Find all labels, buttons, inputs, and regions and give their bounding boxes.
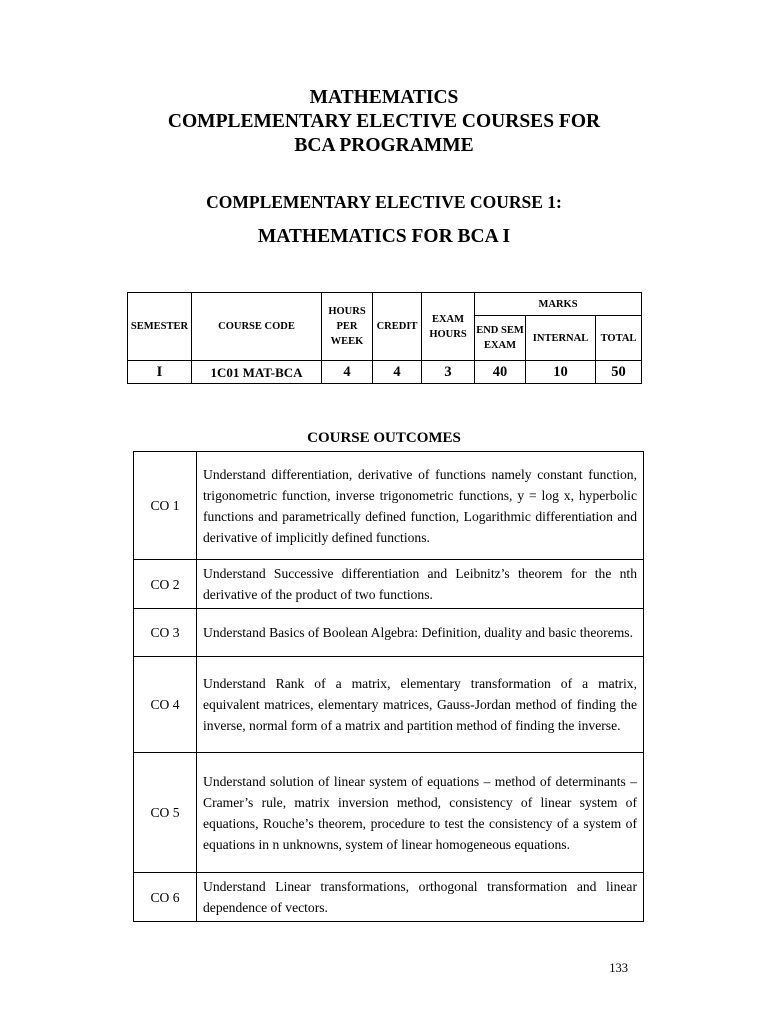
outcome-text: Understand Basics of Boolean Algebra: Definition, duality and basic theorems.: [197, 609, 644, 657]
course-label: COMPLEMENTARY ELECTIVE COURSE 1:: [206, 192, 562, 212]
outcome-row: [134, 452, 644, 560]
title-line-3: BCA PROGRAMME: [294, 135, 474, 156]
exam-hours-header: EXAM HOURS: [422, 293, 475, 361]
outcome-code: CO 2: [134, 560, 197, 609]
outcome-code: CO 4: [134, 657, 197, 753]
outcome-row: [134, 753, 644, 873]
outcome-row: [134, 657, 644, 753]
internal-value: 10: [526, 361, 596, 384]
course-details-table: [127, 292, 642, 384]
hours-per-week-header: HOURS PER WEEK: [322, 293, 373, 361]
outcome-code: CO 5: [134, 753, 197, 873]
outcome-row: [134, 873, 644, 922]
exam-hours-value: 3: [422, 361, 475, 384]
course-code-value: 1C01 MAT-BCA: [192, 361, 322, 384]
internal-header: INTERNAL: [526, 316, 596, 361]
outcome-text: Understand differentiation, derivative of functions namely constant function, trigonometric function, inverse trigonometric functions, y = log x, hyperbolic functions and parametrically defined function, Logarithmic differentiation and derivative of implicitly defined functions.: [197, 452, 644, 560]
course-table-row: [128, 361, 642, 384]
outcome-code: CO 6: [134, 873, 197, 922]
semester-value: I: [128, 361, 192, 384]
end-sem-exam-value: 40: [475, 361, 526, 384]
title-line-1: MATHEMATICS: [309, 87, 459, 108]
outcome-code: CO 1: [134, 452, 197, 560]
semester-header: SEMESTER: [128, 293, 192, 361]
course-table-header-row: [128, 293, 642, 316]
document-title: [0, 86, 768, 158]
outcome-row: [134, 609, 644, 657]
outcome-code: CO 3: [134, 609, 197, 657]
hours-per-week-value: 4: [322, 361, 373, 384]
course-outcomes-table: [133, 451, 644, 922]
outcome-text: Understand Linear transformations, orthogonal transformation and linear dependence of vectors.: [197, 873, 644, 922]
outcome-row: [134, 560, 644, 609]
course-outcomes-title: COURSE OUTCOMES: [307, 430, 461, 446]
title-line-2: COMPLEMENTARY ELECTIVE COURSES FOR: [167, 111, 601, 132]
credit-header: CREDIT: [373, 293, 422, 361]
outcome-text: Understand Successive differentiation and Leibnitz’s theorem for the nth derivative of the product of two functions.: [197, 560, 644, 609]
total-value: 50: [596, 361, 642, 384]
end-sem-exam-header: END SEM EXAM: [475, 316, 526, 361]
credit-value: 4: [373, 361, 422, 384]
total-header: TOTAL: [596, 316, 642, 361]
course-code-header: COURSE CODE: [192, 293, 322, 361]
outcome-text: Understand Rank of a matrix, elementary transformation of a matrix, equivalent matrices, elementary matrices, Gauss-Jordan method of finding the inverse, normal form of a matrix and partition method of finding the inverse.: [197, 657, 644, 753]
course-name: MATHEMATICS FOR BCA I: [257, 226, 511, 247]
page-number: 133: [609, 961, 628, 975]
marks-header: MARKS: [475, 293, 642, 316]
outcome-text: Understand solution of linear system of equations – method of determinants – Cramer’s rule, matrix inversion method, consistency of linear system of equations, Rouche’s theorem, procedure to test the consistency of a system of equations in n unknowns, system of linear homogeneous equations.: [197, 753, 644, 873]
